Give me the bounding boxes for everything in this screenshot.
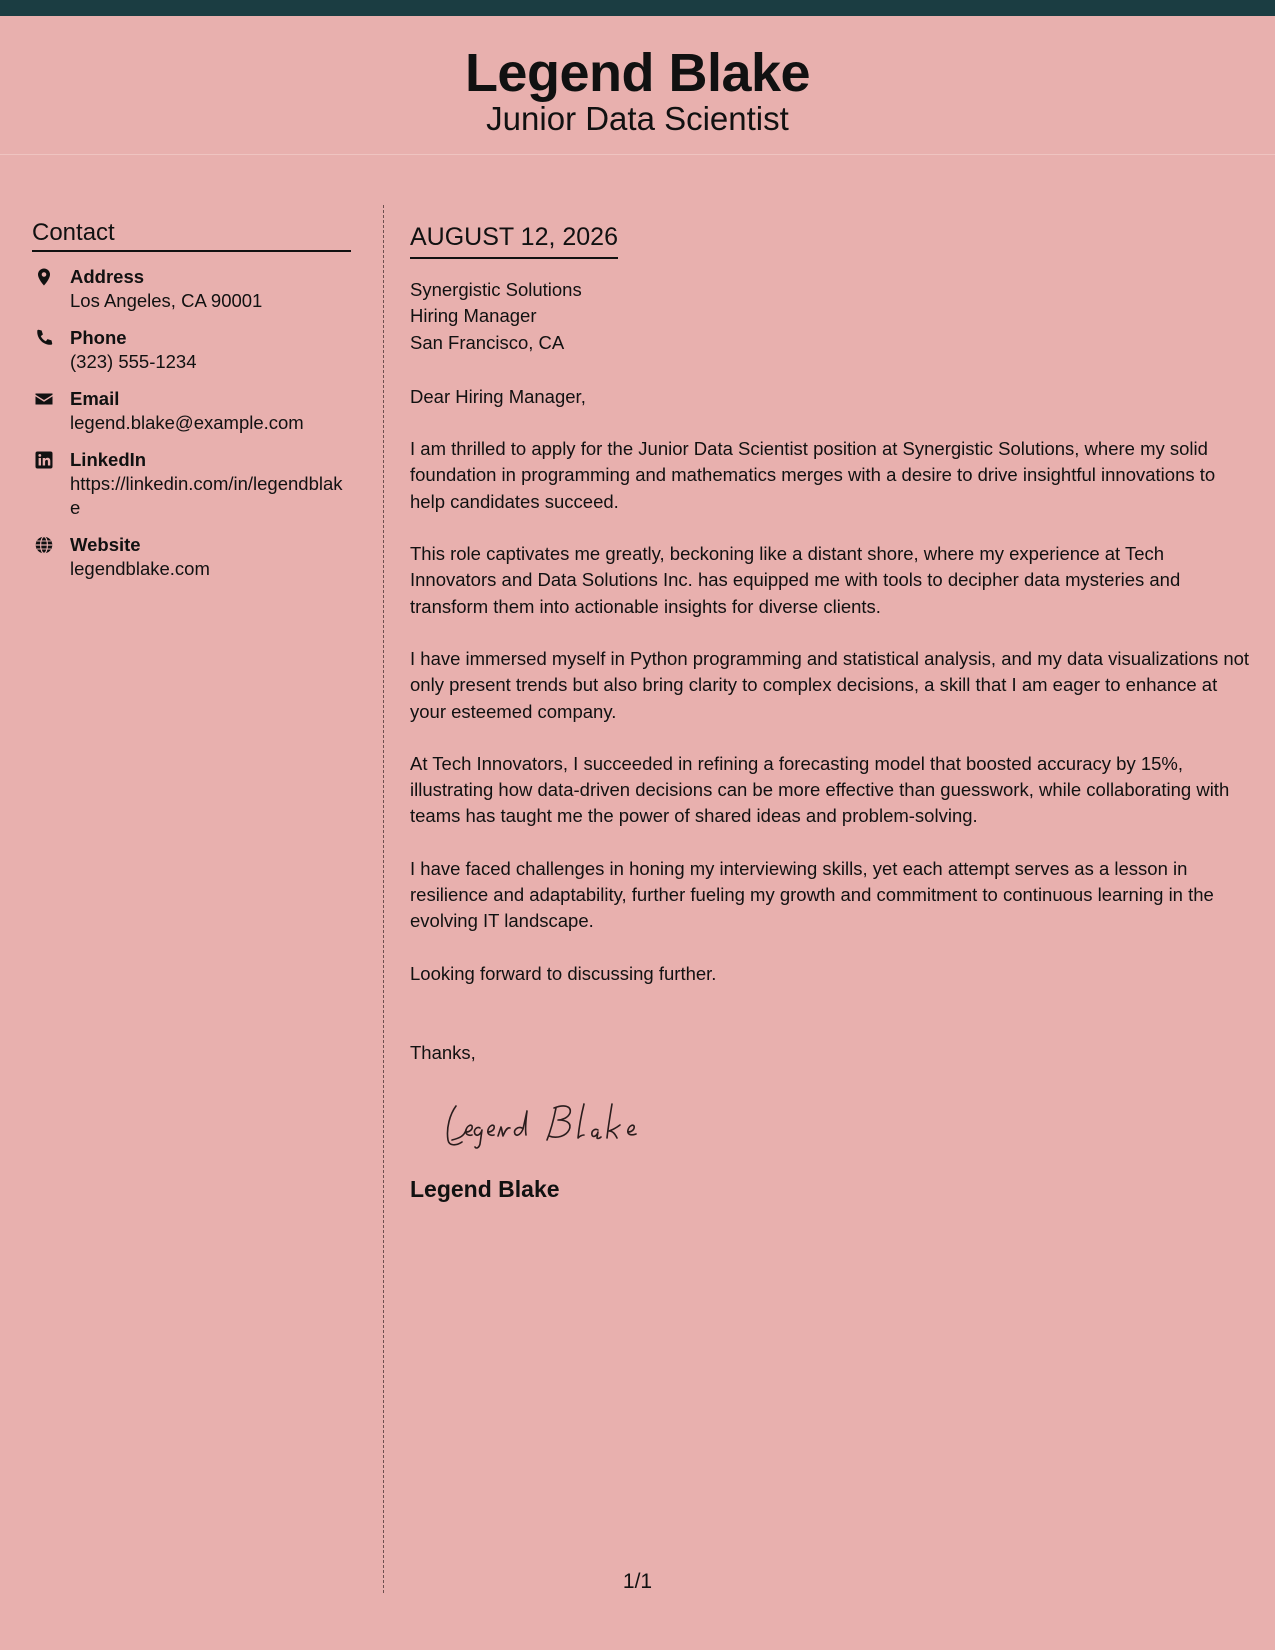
cover-letter-body: [410, 221, 1255, 1202]
recipient-location: San Francisco, CA: [410, 331, 565, 353]
contact-phone: [32, 326, 351, 374]
salutation: Dear Hiring Manager,: [410, 385, 586, 407]
contact-value: (323) 555-1234: [70, 351, 197, 373]
contact-label: LinkedIn: [70, 449, 147, 471]
letter-date: AUGUST 12, 2026: [410, 221, 618, 259]
linkedin-icon: [34, 450, 54, 470]
recipient-block: [410, 277, 1255, 356]
globe-icon: [34, 535, 54, 555]
contact-sidebar: [32, 220, 351, 581]
envelope-icon: [34, 389, 54, 409]
contact-heading: Contact: [32, 220, 351, 252]
handwritten-signature: [438, 1092, 668, 1152]
body-paragraph: This role captivates me greatly, beckoning like a distant shore, where my experience at Tech Innovators and Data Solutions Inc. has equipped me with tools to decipher data mysteries and transform them into actionable insights for diverse clients.: [410, 543, 1181, 617]
contact-label: Phone: [70, 327, 127, 349]
top-accent-bar: [0, 0, 1275, 16]
closing: Thanks,: [410, 1041, 476, 1063]
candidate-title: Junior Data Scientist: [486, 100, 789, 138]
map-pin-icon: [34, 267, 54, 287]
contact-linkedin: [32, 448, 351, 520]
page-number: 1/1: [622, 1570, 653, 1593]
phone-icon: [34, 328, 54, 348]
contact-email: [32, 387, 351, 435]
recipient-company: Synergistic Solutions: [410, 279, 582, 300]
contact-label: Email: [70, 388, 120, 410]
contact-value: https://linkedin.com/in/legendblake: [70, 473, 343, 519]
contact-label: Website: [70, 534, 141, 556]
recipient-role: Hiring Manager: [410, 305, 537, 327]
contact-website: [32, 533, 351, 581]
resume-header: [0, 16, 1275, 155]
contact-value: legend.blake@example.com: [70, 412, 304, 434]
contact-value: Los Angeles, CA 90001: [70, 290, 263, 312]
body-paragraph: I am thrilled to apply for the Junior Data Scientist position at Synergistic Solutions, where my solid foundation in programming and mathematics merges with a desire to drive insightful innovations to help candidates succeed.: [410, 438, 1216, 512]
signer-name: Legend Blake: [410, 1175, 560, 1202]
candidate-name: Legend Blake: [464, 43, 811, 103]
body-paragraph: I have immersed myself in Python programming and statistical analysis, and my data visualizations not only present trends but also bring clarity to complex decisions, a skill that I am eager to enhance at your esteemed company.: [410, 647, 1250, 722]
contact-address: [32, 265, 351, 313]
body-paragraph: Looking forward to discussing further.: [410, 962, 717, 984]
body-paragraph: At Tech Innovators, I succeeded in refining a forecasting model that boosted accuracy by 15%, illustrating how data-driven decisions can be more effective than guesswork, while collaborating with teams has taught me the power of shared ideas and problem-solving.: [410, 752, 1230, 827]
contact-label: Address: [70, 266, 145, 288]
body-paragraph: I have faced challenges in honing my interviewing skills, yet each attempt serves as a lesson in resilience and adaptability, further fueling my growth and commitment to continuous learning in the evolving IT landscape.: [410, 857, 1214, 932]
contact-value: legendblake.com: [70, 558, 210, 580]
column-divider: [383, 205, 384, 1593]
